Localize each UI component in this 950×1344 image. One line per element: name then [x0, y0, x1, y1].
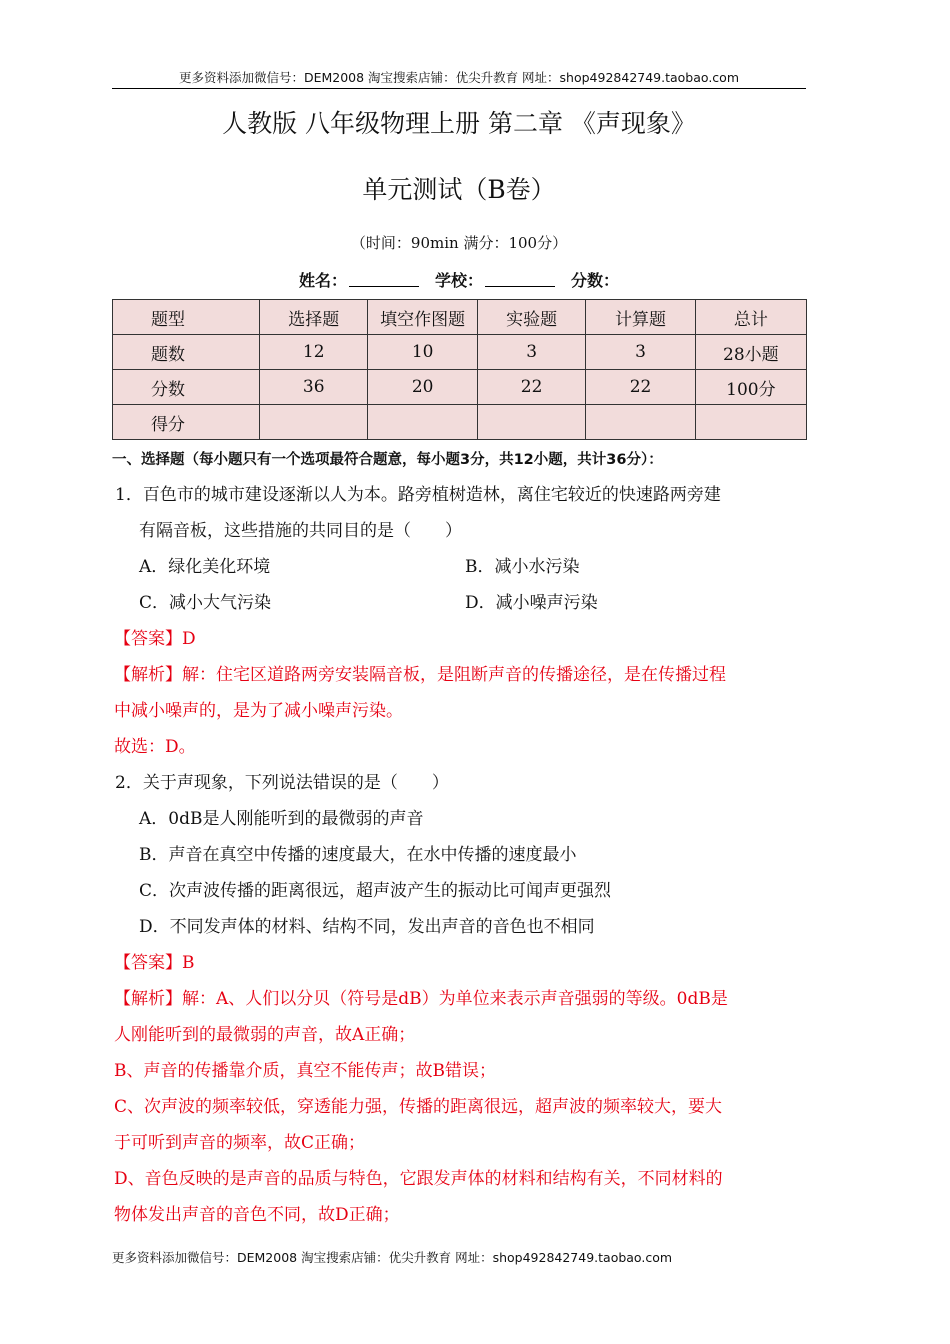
score-table: [112, 299, 807, 440]
score-table-row-header: 题型: [113, 300, 260, 335]
q2-option-d: D．不同发声体的材料、结构不同，发出声音的音色也不相同: [139, 917, 595, 937]
section-title: 一、选择题（每小题只有一个选项最符合题意，每小题3分，共12小题，共计36分）：: [112, 452, 663, 468]
answer-value: B: [182, 953, 195, 973]
time-info: （时间：90min 满分：100分）: [350, 234, 568, 252]
answer-tag: 【答案】: [114, 629, 182, 649]
score-table-cell: [368, 405, 477, 440]
q1-analysis-line2: 中减小噪声的，是为了减小噪声污染。: [114, 701, 403, 721]
score-table-row: [113, 300, 807, 335]
school-blank: [485, 272, 555, 287]
q1-option-a: A．绿化美化环境: [139, 557, 271, 577]
q2-analysis-line5: 于可听到声音的频率，故C正确；: [114, 1133, 366, 1153]
score-table-cell: 填空作图题: [368, 300, 477, 335]
q1-answer: [114, 628, 196, 650]
score-table-cell: 3: [477, 335, 585, 370]
score-table-cell: 总计: [695, 300, 806, 335]
analysis-text: 解：A、人们以分贝（符号是dB）为单位来表示声音强弱的等级。0dB是: [182, 989, 728, 1009]
score-table-cell: 选择题: [260, 300, 368, 335]
q2-option-b: B．声音在真空中传播的速度最大，在水中传播的速度最小: [139, 845, 577, 865]
name-blank: [349, 272, 419, 287]
score-table-cell: 20: [368, 370, 477, 405]
q2-analysis-line3: B、声音的传播靠介质，真空不能传声；故B错误；: [114, 1061, 496, 1081]
q2-analysis-line1: [114, 988, 728, 1010]
q1-option-c: C．减小大气污染: [139, 593, 272, 613]
score-table-cell: 3: [586, 335, 695, 370]
q1-conclusion: 故选：D。: [114, 737, 196, 757]
score-table-row-header: 分数: [113, 370, 260, 405]
score-table-cell: 36: [260, 370, 368, 405]
doc-title: 人教版 八年级物理上册 第二章 《声现象》: [222, 109, 696, 138]
score-table-cell: 28小题: [695, 335, 806, 370]
q2-option-a: A．0dB是人刚能听到的最微弱的声音: [139, 809, 424, 829]
q1-option-b: B．减小水污染: [465, 557, 580, 577]
score-table-cell: [586, 405, 695, 440]
answer-tag: 【答案】: [114, 953, 182, 973]
doc-subtitle: 单元测试（B卷）: [362, 175, 556, 204]
q2-analysis-line4: C、次声波的频率较低，穿透能力强，传播的距离很远，超声波的频率较大，要大: [114, 1097, 723, 1117]
score-table-row-header: 题数: [113, 335, 260, 370]
q2-option-c: C．次声波传播的距离很远，超声波产生的振动比可闻声更强烈: [139, 881, 612, 901]
name-label: 姓名：: [298, 271, 347, 290]
school-label: 学校：: [434, 271, 483, 290]
score-table-cell: [477, 405, 585, 440]
q1-analysis-line1: [114, 664, 726, 686]
score-table-cell: 22: [477, 370, 585, 405]
score-table-cell: 实验题: [477, 300, 585, 335]
q2-analysis-line2: 人刚能听到的最微弱的声音，故A正确；: [114, 1025, 416, 1045]
page-footer: 更多资料添加微信号：DEM2008 淘宝搜索店铺：优尖升教育 网址：shop492842749.taobao.com: [112, 1250, 673, 1265]
score-table-cell: 100分: [695, 370, 806, 405]
score-table-cell: [695, 405, 806, 440]
q2-analysis-line7: 物体发出声音的音色不同，故D正确；: [114, 1205, 400, 1225]
score-table-row: [113, 335, 807, 370]
score-table-cell: 12: [260, 335, 368, 370]
q1-option-d: D．减小噪声污染: [465, 593, 598, 613]
answer-value: D: [182, 629, 196, 649]
score-table-cell: 计算题: [586, 300, 695, 335]
student-info: [112, 268, 806, 291]
score-table-row-header: 得分: [113, 405, 260, 440]
score-table-cell: [260, 405, 368, 440]
score-table-row: [113, 370, 807, 405]
q2-analysis-line6: D、音色反映的是声音的品质与特色，它跟发声体的材料和结构有关，不同材料的: [114, 1169, 723, 1189]
q2-stem: 2．关于声现象，下列说法错误的是（ ）: [115, 773, 449, 793]
analysis-tag: 【解析】: [114, 665, 182, 685]
q1-stem-line2: 有隔音板，这些措施的共同目的是（ ）: [139, 521, 462, 541]
score-table-cell: 22: [586, 370, 695, 405]
q1-stem-line1: 1．百色市的城市建设逐渐以人为本。路旁植树造林，离住宅较近的快速路两旁建: [115, 485, 721, 505]
analysis-tag: 【解析】: [114, 989, 182, 1009]
q2-answer: [114, 952, 195, 974]
score-table-cell: 10: [368, 335, 477, 370]
analysis-text: 解：住宅区道路两旁安装隔音板，是阻断声音的传播途径，是在传播过程: [182, 665, 726, 685]
score-table-row: [113, 405, 807, 440]
page-header: 更多资料添加微信号：DEM2008 淘宝搜索店铺：优尖升教育 网址：shop492842749.taobao.com: [178, 70, 740, 85]
score-label: 分数：: [571, 271, 620, 290]
header-divider: [112, 88, 806, 89]
